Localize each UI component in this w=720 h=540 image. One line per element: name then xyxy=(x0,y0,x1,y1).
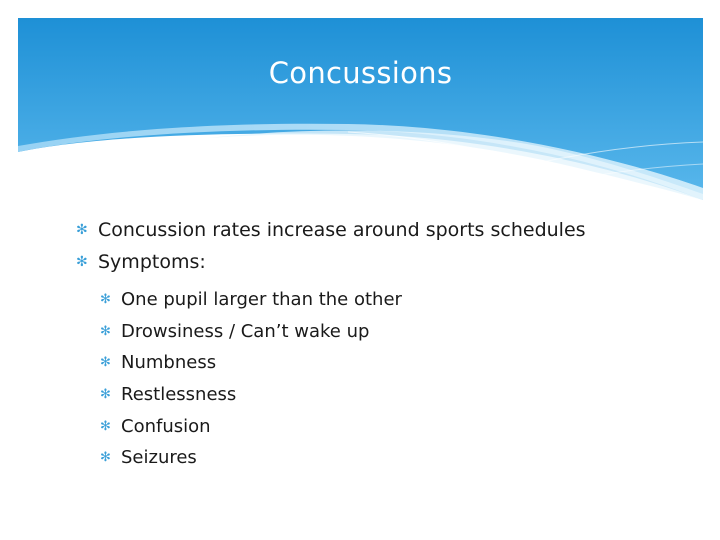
sub-bullet-item xyxy=(100,442,696,474)
banner-wave-graphic xyxy=(18,18,703,203)
sub-bullet-text: Confusion xyxy=(121,415,211,437)
sub-bullet-text: Restlessness xyxy=(121,384,237,406)
asterisk-icon: ✻ xyxy=(100,418,111,434)
slide-title: Concussions xyxy=(268,56,453,90)
bullet-item xyxy=(76,246,696,474)
header-banner xyxy=(18,18,703,203)
sub-bullet-item xyxy=(100,284,696,316)
sub-bullet-text: Seizures xyxy=(121,447,197,469)
sub-bullet-list xyxy=(76,284,696,474)
asterisk-icon: ✻ xyxy=(100,450,111,466)
asterisk-icon: ✻ xyxy=(100,323,111,339)
slide-content xyxy=(76,214,696,474)
sub-bullet-item xyxy=(100,379,696,411)
asterisk-icon: ✻ xyxy=(100,355,111,371)
asterisk-icon: ✻ xyxy=(100,292,111,308)
asterisk-icon: ✻ xyxy=(100,387,111,403)
sub-bullet-text: Drowsiness / Can’t wake up xyxy=(121,320,370,342)
bullet-list xyxy=(76,214,696,474)
sub-bullet-item xyxy=(100,316,696,348)
bullet-item xyxy=(76,214,696,246)
asterisk-icon: ✻ xyxy=(76,254,88,270)
asterisk-icon: ✻ xyxy=(76,222,88,238)
bullet-text: Symptoms: xyxy=(98,251,206,273)
bullet-text: Concussion rates increase around sports schedules xyxy=(98,219,586,241)
sub-bullet-item xyxy=(100,410,696,442)
sub-bullet-text: One pupil larger than the other xyxy=(121,289,402,311)
sub-bullet-text: Numbness xyxy=(121,352,217,374)
sub-bullet-item xyxy=(100,347,696,379)
